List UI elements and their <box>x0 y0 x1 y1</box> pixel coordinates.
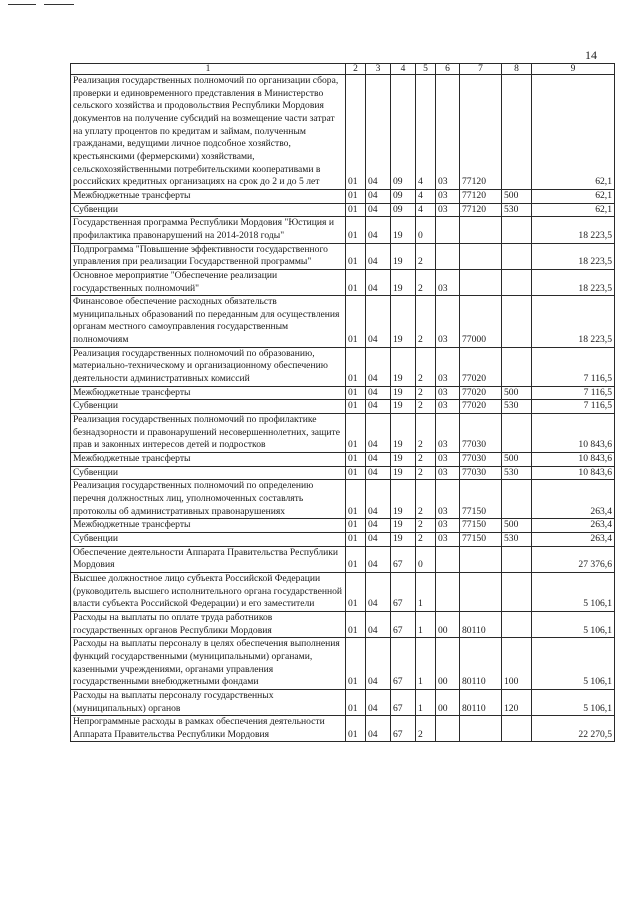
row-code-c4: 19 <box>391 400 416 414</box>
row-code-c2: 01 <box>346 269 366 295</box>
row-name: Расходы на выплаты по оплате труда работников государственных органов Республики Мордовия <box>71 611 346 637</box>
row-code-c8: 530 <box>502 532 532 546</box>
row-amount: 263,4 <box>532 480 615 519</box>
row-code-c6: 03 <box>436 296 460 348</box>
row-code-c2: 01 <box>346 189 366 203</box>
row-code-c2: 01 <box>346 386 366 400</box>
row-code-c7: 80110 <box>460 689 502 715</box>
row-code-c5: 1 <box>416 572 436 611</box>
row-amount: 18 223,5 <box>532 296 615 348</box>
row-code-c7: 77120 <box>460 189 502 203</box>
row-amount: 18 223,5 <box>532 217 615 243</box>
column-header: 4 <box>391 64 416 75</box>
row-code-c3: 04 <box>366 572 391 611</box>
column-header: 1 <box>71 64 346 75</box>
row-code-c3: 04 <box>366 347 391 386</box>
row-code-c6: 00 <box>436 689 460 715</box>
row-code-c6 <box>436 546 460 572</box>
row-code-c6 <box>436 217 460 243</box>
row-code-c2: 01 <box>346 480 366 519</box>
table-row <box>71 386 615 400</box>
row-code-c3: 04 <box>366 269 391 295</box>
table-row <box>71 347 615 386</box>
row-amount: 7 116,5 <box>532 400 615 414</box>
row-code-c5: 4 <box>416 203 436 217</box>
row-code-c6: 03 <box>436 189 460 203</box>
table-row <box>71 75 615 190</box>
row-code-c4: 19 <box>391 480 416 519</box>
row-code-c2: 01 <box>346 716 366 742</box>
row-code-c8: 530 <box>502 400 532 414</box>
table-row <box>71 480 615 519</box>
row-code-c2: 01 <box>346 638 366 690</box>
column-header: 9 <box>532 64 615 75</box>
row-code-c4: 67 <box>391 689 416 715</box>
row-code-c6: 03 <box>436 466 460 480</box>
table-row <box>71 716 615 742</box>
table-row <box>71 532 615 546</box>
row-code-c2: 01 <box>346 243 366 269</box>
row-code-c6: 03 <box>436 453 460 467</box>
row-code-c5: 2 <box>416 386 436 400</box>
row-code-c8 <box>502 347 532 386</box>
table-row <box>71 611 615 637</box>
row-code-c4: 67 <box>391 638 416 690</box>
row-name: Субвенции <box>71 532 346 546</box>
row-code-c3: 04 <box>366 386 391 400</box>
table-row <box>71 546 615 572</box>
row-code-c6: 00 <box>436 611 460 637</box>
row-code-c7 <box>460 572 502 611</box>
row-code-c6: 00 <box>436 638 460 690</box>
table-row <box>71 414 615 453</box>
row-name: Субвенции <box>71 203 346 217</box>
row-code-c4: 19 <box>391 386 416 400</box>
row-code-c8 <box>502 414 532 453</box>
row-code-c5: 2 <box>416 480 436 519</box>
table-row <box>71 400 615 414</box>
row-name: Основное мероприятие "Обеспечение реализации государственных полномочий" <box>71 269 346 295</box>
row-code-c3: 04 <box>366 611 391 637</box>
row-code-c8 <box>502 75 532 190</box>
row-code-c2: 01 <box>346 689 366 715</box>
row-code-c7: 77030 <box>460 414 502 453</box>
row-code-c8 <box>502 546 532 572</box>
row-code-c8: 500 <box>502 189 532 203</box>
row-code-c5: 2 <box>416 716 436 742</box>
row-code-c8 <box>502 243 532 269</box>
row-code-c2: 01 <box>346 519 366 533</box>
column-header: 6 <box>436 64 460 75</box>
row-name: Финансовое обеспечение расходных обязательств муниципальных образований по переданным для осуществления органам местного самоуправления государственным полномочиям <box>71 296 346 348</box>
row-code-c7: 77150 <box>460 519 502 533</box>
row-name: Субвенции <box>71 400 346 414</box>
row-code-c7: 77030 <box>460 453 502 467</box>
row-code-c3: 04 <box>366 243 391 269</box>
row-code-c7: 77000 <box>460 296 502 348</box>
row-code-c6: 03 <box>436 400 460 414</box>
row-code-c4: 67 <box>391 716 416 742</box>
row-name: Межбюджетные трансферты <box>71 386 346 400</box>
row-code-c4: 19 <box>391 519 416 533</box>
row-amount: 22 270,5 <box>532 716 615 742</box>
row-name: Расходы на выплаты персоналу в целях обеспечения выполнения функций государственными (муниципальными) органами, казенными учреждениями, органами управления государственными внебюджетными фондами <box>71 638 346 690</box>
row-amount: 62,1 <box>532 189 615 203</box>
table-body <box>71 75 615 742</box>
row-code-c2: 01 <box>346 296 366 348</box>
row-code-c8 <box>502 716 532 742</box>
row-name: Расходы на выплаты персоналу государственных (муниципальных) органов <box>71 689 346 715</box>
row-code-c4: 19 <box>391 414 416 453</box>
row-code-c4: 19 <box>391 453 416 467</box>
row-name: Реализация государственных полномочий по образованию, материально-техническому и организационному обеспечению деятельности административных комиссий <box>71 347 346 386</box>
row-code-c7 <box>460 243 502 269</box>
row-code-c5: 2 <box>416 296 436 348</box>
row-code-c7: 77120 <box>460 75 502 190</box>
row-code-c7 <box>460 217 502 243</box>
row-name: Реализация государственных полномочий по профилактике безнадзорности и правонарушений несовершеннолетних, защите прав и законных интересов детей и подростков <box>71 414 346 453</box>
row-amount: 62,1 <box>532 75 615 190</box>
row-code-c7: 77020 <box>460 400 502 414</box>
row-code-c4: 67 <box>391 611 416 637</box>
row-code-c7 <box>460 716 502 742</box>
row-code-c5: 2 <box>416 269 436 295</box>
row-code-c3: 04 <box>366 203 391 217</box>
table-row <box>71 189 615 203</box>
row-code-c8: 500 <box>502 386 532 400</box>
row-code-c7: 77150 <box>460 532 502 546</box>
row-code-c8: 500 <box>502 519 532 533</box>
row-code-c2: 01 <box>346 400 366 414</box>
row-name: Высшее должностное лицо субъекта Российской Федерации (руководитель высшего исполнительного органа государственной власти субъекта Российской Федерации) и его заместители <box>71 572 346 611</box>
row-code-c8: 100 <box>502 638 532 690</box>
column-header: 8 <box>502 64 532 75</box>
row-code-c2: 01 <box>346 347 366 386</box>
table-row <box>71 296 615 348</box>
row-amount: 10 843,6 <box>532 466 615 480</box>
row-code-c5: 1 <box>416 611 436 637</box>
row-code-c6: 03 <box>436 480 460 519</box>
row-code-c5: 2 <box>416 453 436 467</box>
row-code-c3: 04 <box>366 480 391 519</box>
row-amount: 27 376,6 <box>532 546 615 572</box>
column-header: 2 <box>346 64 366 75</box>
row-amount: 18 223,5 <box>532 243 615 269</box>
row-amount: 5 106,1 <box>532 611 615 637</box>
row-code-c3: 04 <box>366 400 391 414</box>
row-code-c4: 19 <box>391 347 416 386</box>
row-code-c4: 67 <box>391 546 416 572</box>
row-code-c4: 19 <box>391 269 416 295</box>
row-code-c3: 04 <box>366 519 391 533</box>
row-code-c5: 4 <box>416 189 436 203</box>
row-code-c4: 67 <box>391 572 416 611</box>
row-code-c3: 04 <box>366 716 391 742</box>
row-amount: 5 106,1 <box>532 689 615 715</box>
row-amount: 62,1 <box>532 203 615 217</box>
row-code-c6: 03 <box>436 203 460 217</box>
header-row <box>71 64 615 75</box>
row-name: Подпрограмма "Повышение эффективности государственного управления при реализации Государственной программы" <box>71 243 346 269</box>
row-code-c8 <box>502 269 532 295</box>
row-code-c2: 01 <box>346 203 366 217</box>
row-code-c2: 01 <box>346 414 366 453</box>
row-code-c6: 03 <box>436 75 460 190</box>
table-row <box>71 203 615 217</box>
row-code-c7: 77020 <box>460 386 502 400</box>
row-code-c2: 01 <box>346 453 366 467</box>
table-row <box>71 466 615 480</box>
table-row <box>71 689 615 715</box>
row-name: Непрограммные расходы в рамках обеспечения деятельности Аппарата Правительства Республики Мордовия <box>71 716 346 742</box>
row-code-c7: 80110 <box>460 638 502 690</box>
row-name: Межбюджетные трансферты <box>71 519 346 533</box>
row-code-c2: 01 <box>346 532 366 546</box>
table-row <box>71 453 615 467</box>
row-code-c3: 04 <box>366 189 391 203</box>
row-code-c5: 2 <box>416 519 436 533</box>
row-code-c7: 77020 <box>460 347 502 386</box>
table-row <box>71 572 615 611</box>
table-row <box>71 519 615 533</box>
table-header <box>71 64 615 75</box>
row-code-c3: 04 <box>366 466 391 480</box>
row-code-c5: 2 <box>416 414 436 453</box>
row-code-c8: 120 <box>502 689 532 715</box>
row-code-c8 <box>502 572 532 611</box>
row-code-c8 <box>502 611 532 637</box>
table-row <box>71 269 615 295</box>
row-code-c4: 19 <box>391 243 416 269</box>
row-code-c3: 04 <box>366 296 391 348</box>
row-code-c8 <box>502 217 532 243</box>
row-code-c4: 09 <box>391 75 416 190</box>
row-code-c3: 04 <box>366 532 391 546</box>
row-code-c5: 0 <box>416 546 436 572</box>
row-code-c3: 04 <box>366 414 391 453</box>
row-code-c4: 19 <box>391 466 416 480</box>
row-code-c5: 2 <box>416 466 436 480</box>
budget-table <box>70 63 615 742</box>
row-code-c3: 04 <box>366 217 391 243</box>
row-code-c7 <box>460 269 502 295</box>
row-code-c3: 04 <box>366 453 391 467</box>
row-amount: 7 116,5 <box>532 386 615 400</box>
row-code-c4: 09 <box>391 189 416 203</box>
scan-edge-marks <box>8 4 98 7</box>
row-amount: 18 223,5 <box>532 269 615 295</box>
row-amount: 5 106,1 <box>532 572 615 611</box>
row-amount: 10 843,6 <box>532 414 615 453</box>
row-code-c5: 2 <box>416 532 436 546</box>
row-code-c6: 03 <box>436 269 460 295</box>
row-code-c5: 2 <box>416 243 436 269</box>
row-code-c7: 77030 <box>460 466 502 480</box>
row-amount: 263,4 <box>532 532 615 546</box>
row-code-c5: 4 <box>416 75 436 190</box>
row-code-c5: 1 <box>416 638 436 690</box>
table-row <box>71 217 615 243</box>
page-number: 14 <box>585 48 597 62</box>
row-code-c2: 01 <box>346 217 366 243</box>
row-amount: 263,4 <box>532 519 615 533</box>
row-code-c8: 530 <box>502 466 532 480</box>
row-code-c2: 01 <box>346 611 366 637</box>
row-name: Субвенции <box>71 466 346 480</box>
row-code-c4: 19 <box>391 296 416 348</box>
row-code-c2: 01 <box>346 546 366 572</box>
column-header: 3 <box>366 64 391 75</box>
row-code-c7: 77120 <box>460 203 502 217</box>
row-code-c5: 2 <box>416 347 436 386</box>
row-code-c5: 1 <box>416 689 436 715</box>
row-code-c6 <box>436 572 460 611</box>
row-name: Государственная программа Республики Мордовия "Юстиция и профилактика правонарушений на 2014-2018 годы" <box>71 217 346 243</box>
row-code-c8 <box>502 296 532 348</box>
row-name: Реализация государственных полномочий по организации сбора, проверки и единовременного представления в Министерство сельского хозяйства и продовольствия Республики Мордовия документов на получение субсидий на возмещение части затрат на уплату процентов по кредитам и займам, полученным гражданами, ведущими личное подсобное хозяйство, крестьянскими (фермерскими) хозяйствами, сельскохозяйственными потребительскими кооперативами в российских кредитных организациях на срок до 2 и до 5 лет <box>71 75 346 190</box>
row-code-c6: 03 <box>436 386 460 400</box>
row-code-c2: 01 <box>346 466 366 480</box>
row-amount: 7 116,5 <box>532 347 615 386</box>
row-code-c8: 530 <box>502 203 532 217</box>
row-name: Межбюджетные трансферты <box>71 189 346 203</box>
row-code-c5: 2 <box>416 400 436 414</box>
row-amount: 10 843,6 <box>532 453 615 467</box>
row-code-c3: 04 <box>366 638 391 690</box>
row-code-c4: 19 <box>391 217 416 243</box>
row-code-c6: 03 <box>436 519 460 533</box>
row-code-c4: 09 <box>391 203 416 217</box>
row-code-c3: 04 <box>366 546 391 572</box>
row-code-c2: 01 <box>346 572 366 611</box>
row-name: Реализация государственных полномочий по определению перечня должностных лиц, уполномоченных составлять протоколы об административных правонарушениях <box>71 480 346 519</box>
row-code-c2: 01 <box>346 75 366 190</box>
row-code-c6 <box>436 716 460 742</box>
row-code-c3: 04 <box>366 75 391 190</box>
column-header: 7 <box>460 64 502 75</box>
row-code-c7 <box>460 546 502 572</box>
row-code-c6 <box>436 243 460 269</box>
row-code-c7: 77150 <box>460 480 502 519</box>
table-row <box>71 243 615 269</box>
row-code-c6: 03 <box>436 532 460 546</box>
row-name: Межбюджетные трансферты <box>71 453 346 467</box>
row-code-c8 <box>502 480 532 519</box>
row-code-c4: 19 <box>391 532 416 546</box>
column-header: 5 <box>416 64 436 75</box>
row-code-c8: 500 <box>502 453 532 467</box>
row-code-c6: 03 <box>436 414 460 453</box>
row-amount: 5 106,1 <box>532 638 615 690</box>
row-code-c7: 80110 <box>460 611 502 637</box>
row-code-c3: 04 <box>366 689 391 715</box>
table-row <box>71 638 615 690</box>
row-code-c5: 0 <box>416 217 436 243</box>
row-name: Обеспечение деятельности Аппарата Правительства Республики Мордовия <box>71 546 346 572</box>
row-code-c6: 03 <box>436 347 460 386</box>
